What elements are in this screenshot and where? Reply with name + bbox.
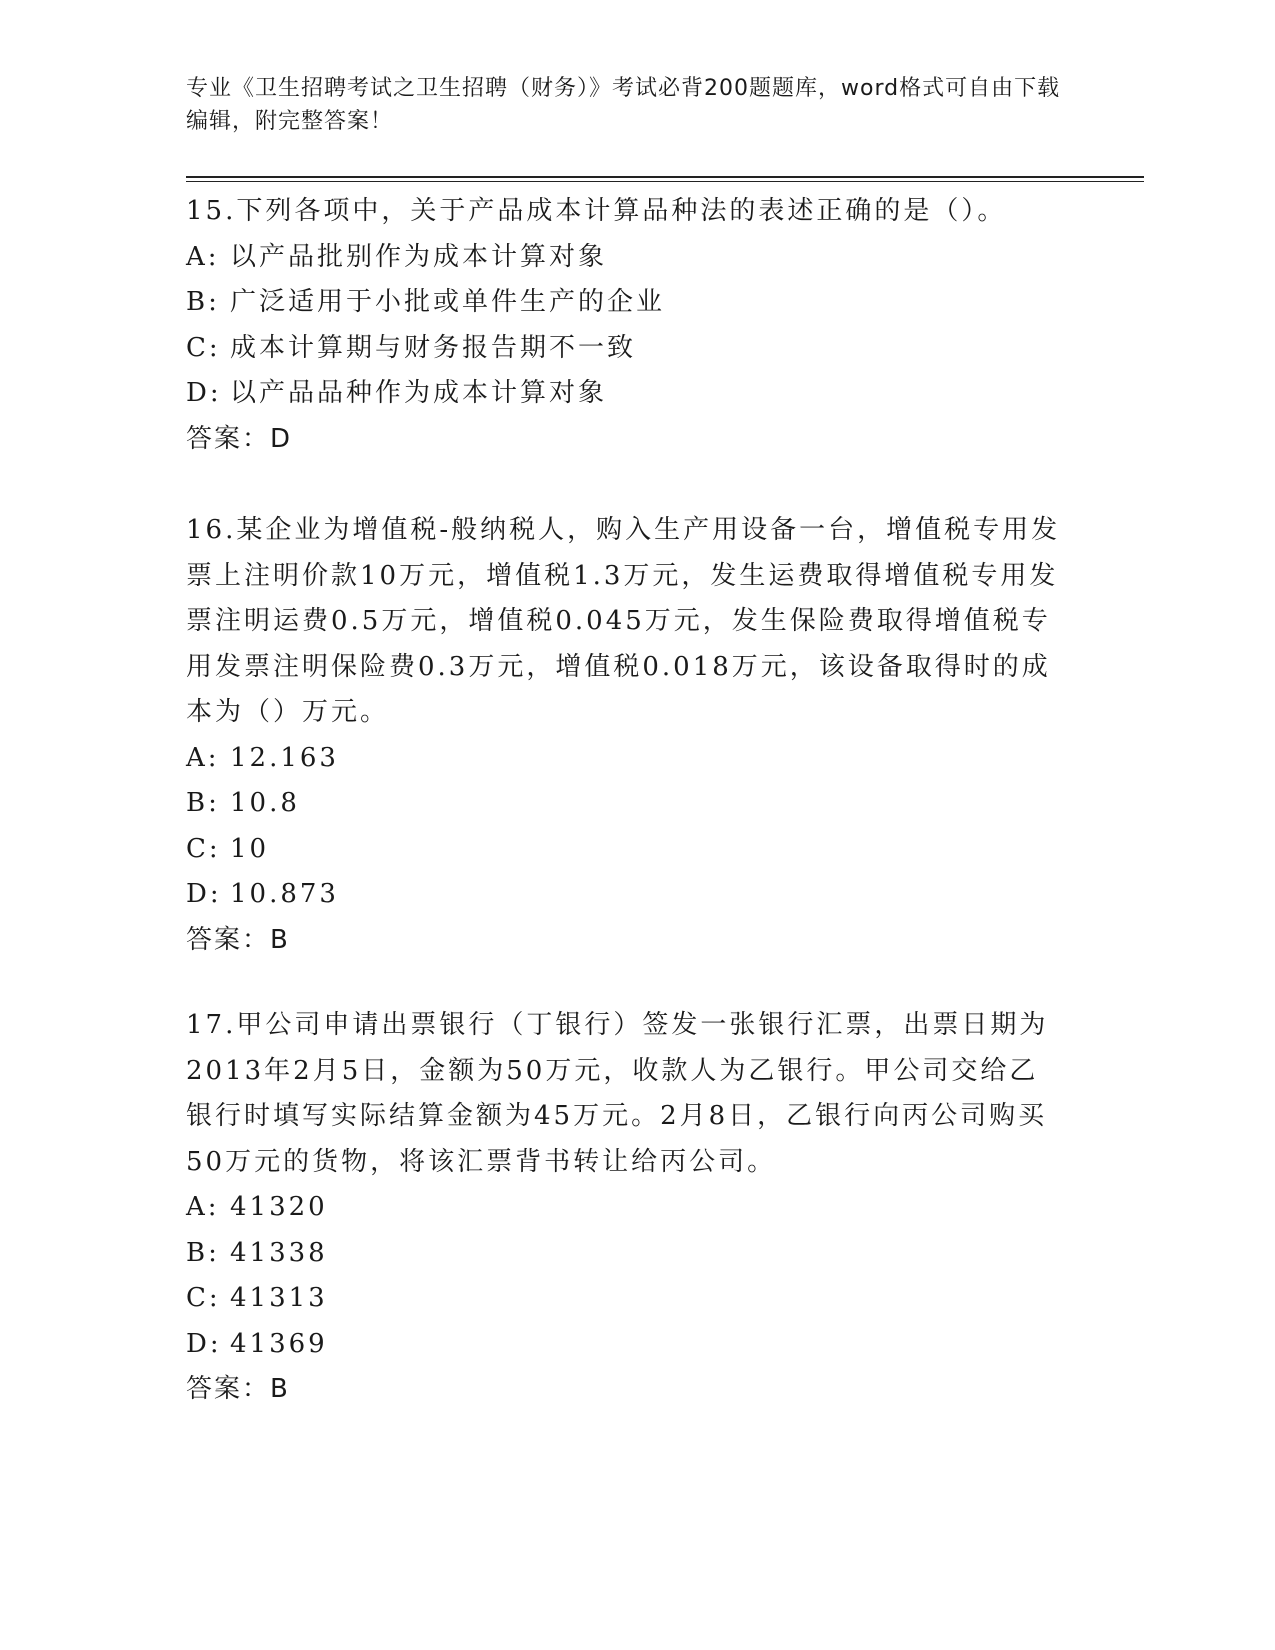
option-b (186, 280, 1066, 326)
option-letter: A: (186, 742, 220, 773)
option-letter: C: (186, 332, 221, 363)
question-15 (186, 189, 1066, 462)
option-c (186, 1276, 1066, 1322)
option-letter: D: (186, 1328, 222, 1359)
option-text: 成本计算期与财务报告期不一致 (230, 332, 637, 363)
option-letter: D: (186, 879, 222, 909)
question-stem: 16.某企业为增值税-般纳税人，购入生产用设备一台，增值税专用发票上注明价款10万元，增值税1.3万元，发生运费取得增值税专用发票注明运费0.5万元，增值税0.045万元，发生保险费取得增值税专用发票注明保险费0.3万元，增值税0.018万元，该设备取得时的成本为（）万元。 (186, 515, 1061, 727)
option-letter: C: (186, 1283, 221, 1313)
option-d (186, 371, 1066, 417)
question-16 (186, 508, 1066, 963)
answer-line: 答案：B (186, 1374, 290, 1404)
option-text: 41320 (230, 1192, 328, 1222)
question-17 (186, 1003, 1066, 1413)
question-stem: 17.甲公司申请出票银行（丁银行）签发一张银行汇票，出票日期为2013年2月5日，金额为50万元，收款人为乙银行。甲公司交给乙银行时填写实际结算金额为45万元。2月8日，乙银行向丙公司购买50万元的货物，将该汇票背书转让给丙公司。 (186, 1010, 1049, 1177)
option-d (186, 1322, 1066, 1368)
option-text: 以产品批别作为成本计算对象 (230, 241, 608, 272)
option-text: 41313 (230, 1283, 328, 1313)
option-a (186, 1185, 1066, 1231)
document-header: 专业《卫生招聘考试之卫生招聘（财务）》考试必背200题题库，word格式可自由下载编辑，附完整答案！ (186, 76, 1061, 134)
answer-line: 答案：B (186, 924, 290, 955)
option-letter: B: (186, 1237, 220, 1268)
option-text: 以产品品种作为成本计算对象 (230, 378, 608, 408)
option-letter: D: (186, 378, 222, 408)
question-stem: 15.下列各项中，关于产品成本计算品种法的表述正确的是（）。 (186, 196, 1007, 226)
option-letter: B: (186, 287, 220, 317)
option-letter: C: (186, 833, 221, 864)
option-text: 10.8 (230, 788, 300, 818)
option-text: 10.873 (230, 879, 339, 909)
header-divider-thick (186, 176, 1144, 178)
option-d (186, 872, 1066, 918)
option-b (186, 1231, 1066, 1277)
option-text: 广泛适用于小批或单件生产的企业 (230, 287, 666, 317)
option-letter: A: (186, 1192, 220, 1222)
option-text: 12.163 (230, 742, 339, 773)
option-a (186, 235, 1066, 281)
option-letter: A: (186, 241, 220, 272)
option-text: 41369 (230, 1328, 328, 1359)
answer-line: 答案：D (186, 423, 293, 454)
option-a (186, 736, 1066, 782)
option-b (186, 781, 1066, 827)
header-divider-thin (186, 181, 1144, 182)
option-text: 41338 (230, 1237, 328, 1268)
option-c (186, 827, 1066, 873)
option-text: 10 (230, 833, 270, 864)
option-c (186, 326, 1066, 372)
option-letter: B: (186, 788, 220, 818)
